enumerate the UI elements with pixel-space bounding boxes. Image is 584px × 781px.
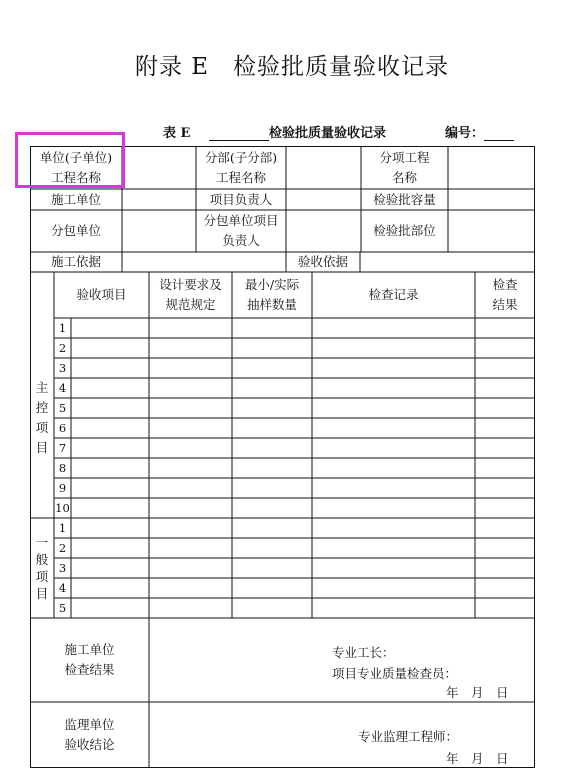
foreman-signature-label: 专业工长： [332, 645, 395, 660]
table-label: 表 E 检验批质量验收记录 [163, 126, 386, 141]
construction-check-date: 年 月 日 [446, 685, 509, 700]
batch-location-label: 检验批部位 [373, 223, 436, 238]
general-item-number: 3 [58, 561, 67, 575]
quality-inspector-signature-label: 项目专业质量检查员： [332, 666, 458, 681]
col-design-req-header: 设计要求及 规范规定 [159, 277, 222, 312]
general-item-number: 5 [58, 601, 67, 615]
construction-basis-label: 施工依据 [50, 254, 101, 269]
batch-capacity-label: 检验批容量 [373, 191, 436, 207]
acceptance-basis-label: 验收依据 [297, 254, 348, 269]
subcontract-manager-label: 分包单位项目 负责人 [203, 213, 279, 248]
main-item-number: 1 [58, 321, 67, 335]
table-name: 检验批质量验收记录 [268, 126, 386, 141]
col-item-header: 验收项目 [76, 287, 127, 302]
main-item-number: 8 [58, 461, 67, 475]
supervision-conclusion-label: 监理单位 验收结论 [64, 717, 115, 752]
division-project-name-value[interactable] [286, 146, 361, 189]
project-manager-label: 项目负责人 [209, 191, 273, 207]
main-item-number: 6 [58, 421, 67, 435]
main-item-number: 10 [55, 501, 70, 515]
division-project-name-label: 分部(子分部) 工程名称 [204, 149, 278, 185]
main-control-items-label: 主 控 项 目 [35, 380, 49, 455]
highlight-box [15, 132, 125, 188]
construction-unit-label: 施工单位 [50, 191, 101, 207]
main-item-number: 3 [58, 361, 67, 375]
supervision-date: 年 月 日 [446, 751, 509, 766]
table-name-blank [209, 140, 269, 141]
construction-check-label: 施工单位 检查结果 [64, 642, 115, 677]
page-title: 附录 E 检验批质量验收记录 [134, 54, 450, 80]
main-item-number: 2 [58, 341, 67, 355]
number-blank [484, 140, 514, 141]
subitem-project-name-value[interactable] [448, 146, 535, 189]
unit-project-name-value[interactable] [122, 146, 196, 189]
general-items-label: 一 般 项 目 [35, 535, 49, 601]
unit-project-name-label: 单位(子单位) 工程名称 [39, 149, 113, 185]
supervision-engineer-signature-label: 专业监理工程师： [358, 729, 459, 744]
acceptance-record-table [30, 146, 535, 768]
general-item-number: 1 [58, 521, 67, 535]
general-item-number: 4 [58, 581, 67, 595]
number-field [445, 122, 514, 141]
col-inspection-result-header: 检查 结果 [492, 277, 518, 312]
col-inspection-record-header: 检查记录 [368, 287, 419, 302]
number-label: 编号： [445, 126, 485, 141]
main-item-number: 4 [58, 381, 67, 395]
main-item-number: 5 [58, 401, 67, 415]
subcontract-unit-label: 分包单位 [50, 223, 101, 238]
subitem-project-name-label: 分项工程 名称 [379, 149, 430, 185]
main-item-number: 7 [58, 441, 67, 455]
col-sample-qty-header: 最小/实际 抽样数量 [244, 277, 300, 312]
general-item-number: 2 [58, 541, 67, 555]
main-item-number: 9 [58, 481, 67, 495]
